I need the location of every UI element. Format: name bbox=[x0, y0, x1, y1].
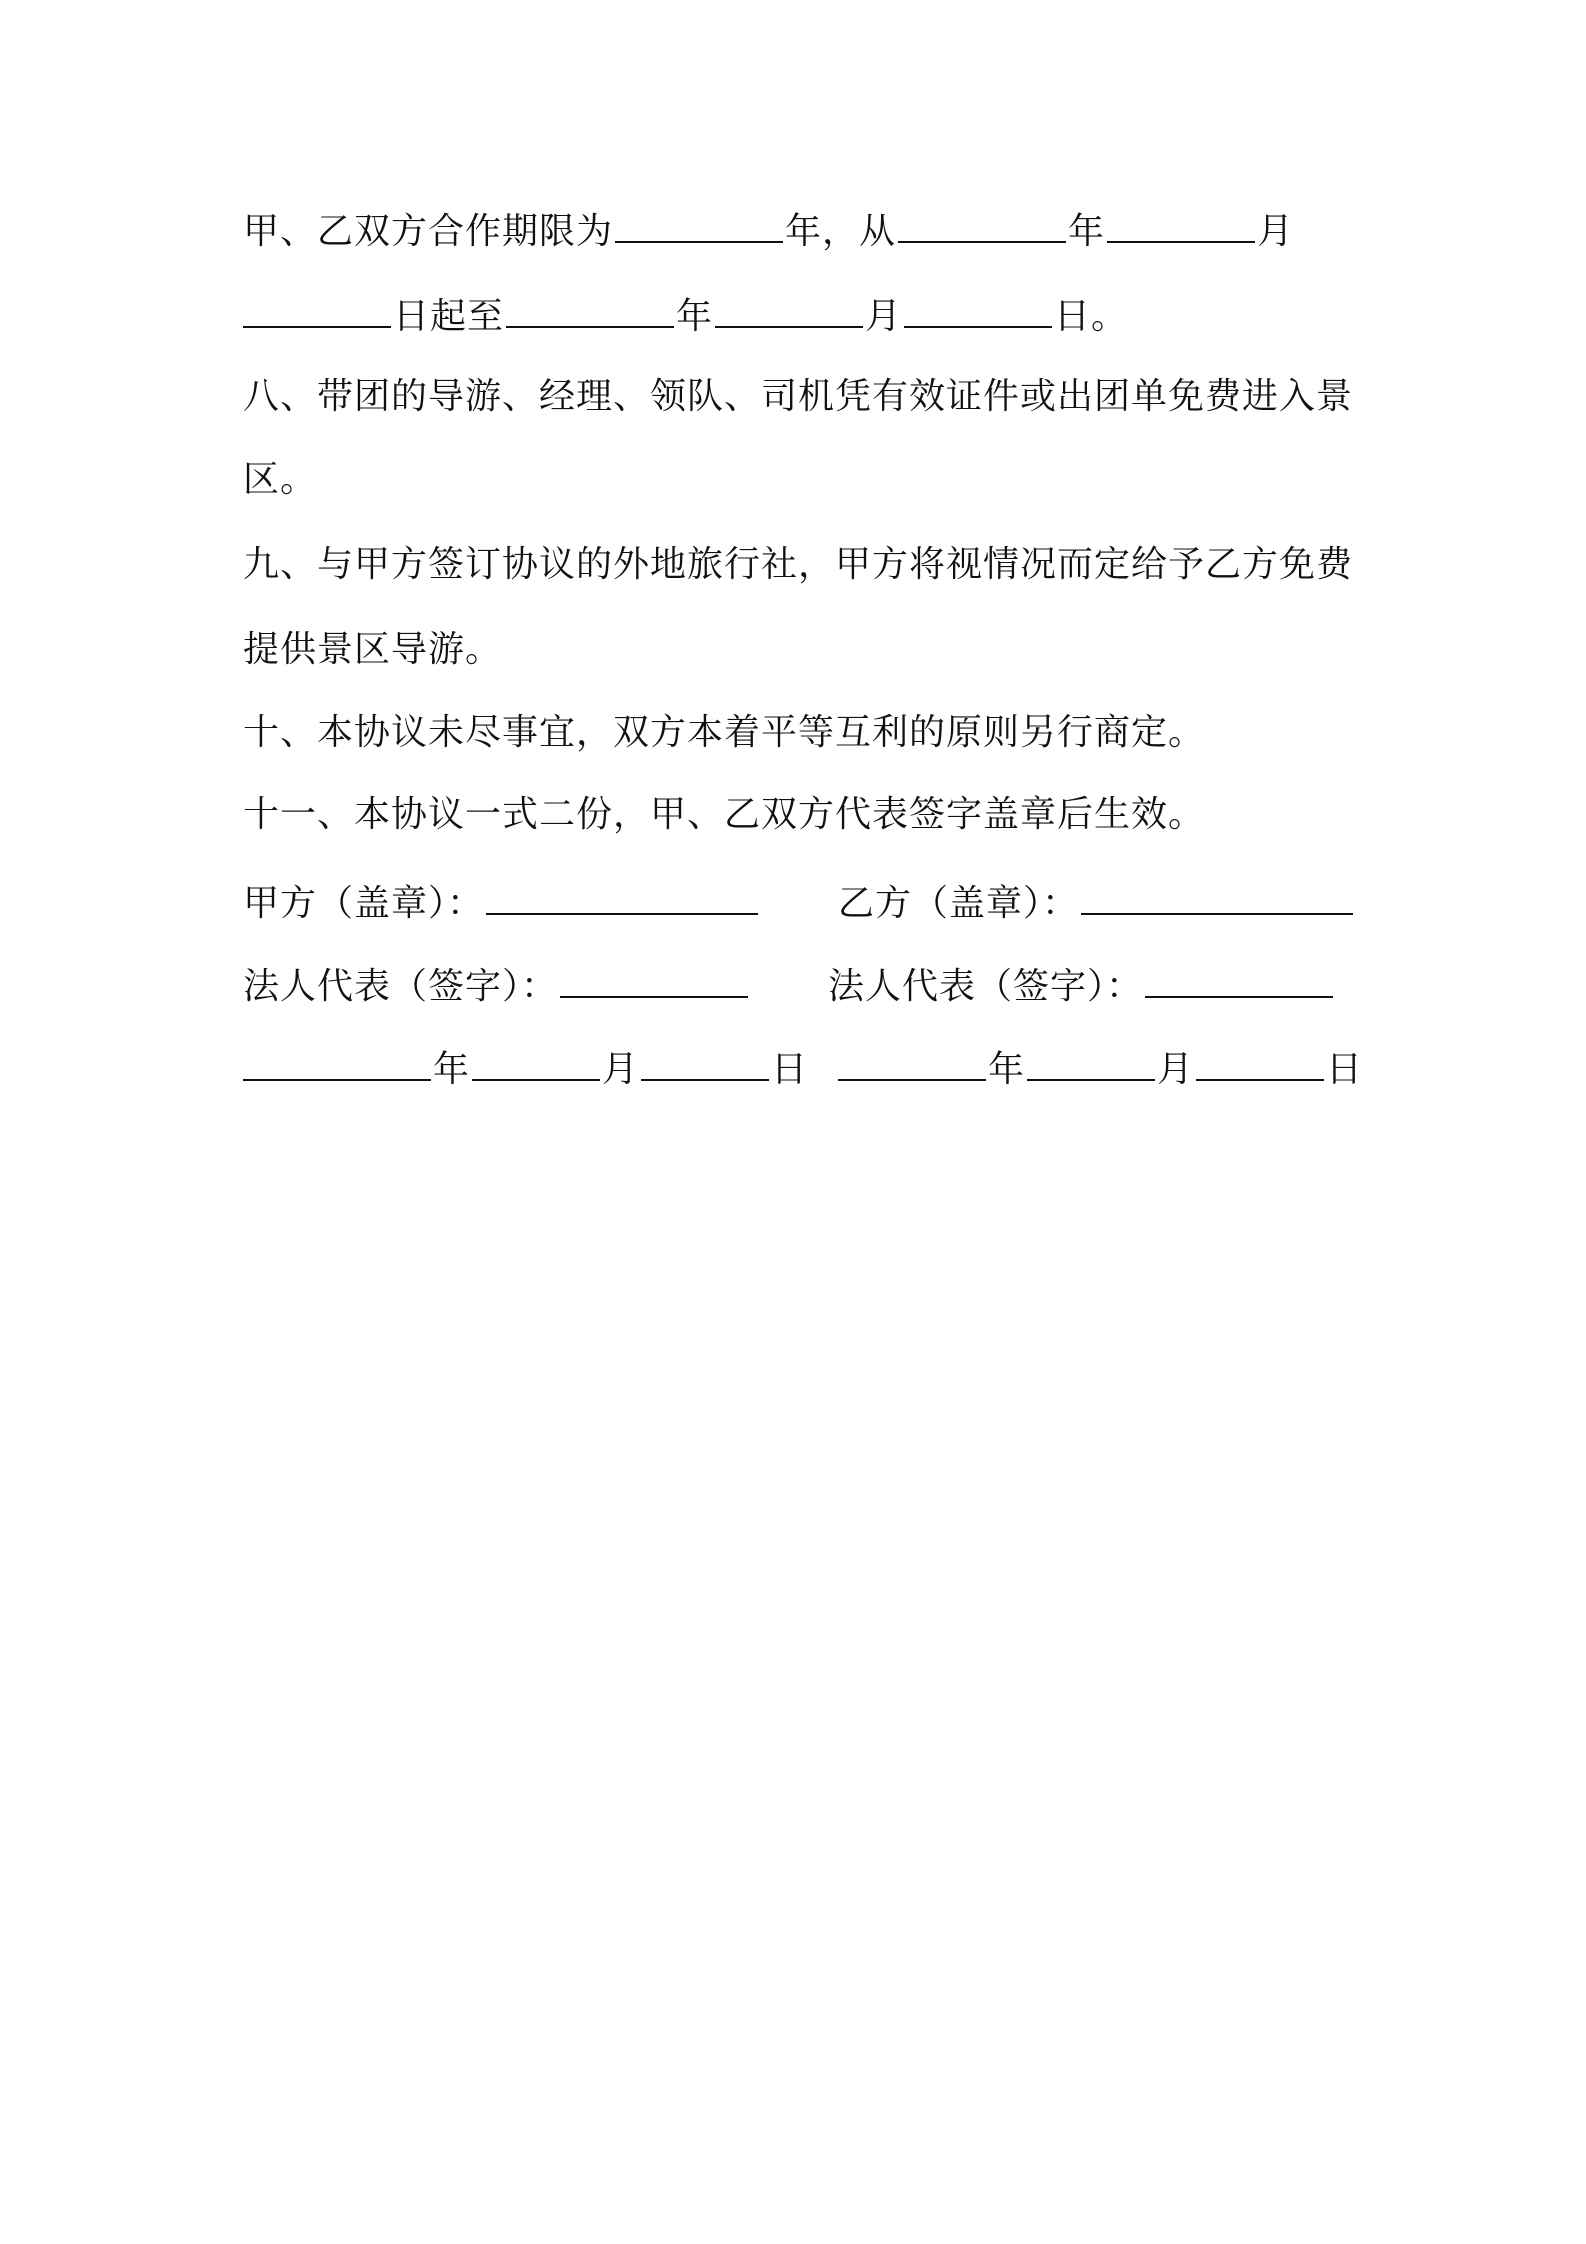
date-b-month-blank bbox=[1027, 1043, 1155, 1081]
date-b-month-label: 月 bbox=[1157, 1049, 1195, 1090]
party-b-seal-label: 乙方（盖章）： bbox=[838, 883, 1080, 924]
date-a-day-label: 日 bbox=[771, 1049, 809, 1090]
clause-11: 十一、本协议一式二份，甲、乙双方代表签字盖章后生效。 bbox=[243, 794, 1206, 835]
blank-to-year bbox=[506, 290, 674, 328]
rep-a-blank bbox=[560, 960, 748, 998]
date-a-month-label: 月 bbox=[602, 1049, 640, 1090]
blank-from-month bbox=[1107, 205, 1255, 243]
date-b-row bbox=[838, 1043, 1363, 1093]
period-year-to: 年 bbox=[676, 296, 714, 337]
clause-8-line-2: 区。 bbox=[243, 459, 318, 500]
rep-b-blank bbox=[1145, 960, 1333, 998]
blank-from-year bbox=[898, 205, 1066, 243]
blank-to-month bbox=[715, 290, 863, 328]
period-line-2 bbox=[243, 290, 1128, 340]
blank-years bbox=[615, 205, 783, 243]
date-b-year-blank bbox=[838, 1043, 986, 1081]
party-a-seal-label: 甲方（盖章）： bbox=[243, 883, 485, 924]
blank-to-day bbox=[904, 290, 1052, 328]
rep-a-row bbox=[243, 960, 750, 1010]
date-a-row bbox=[243, 1043, 808, 1093]
date-a-year-label: 年 bbox=[433, 1049, 471, 1090]
date-a-month-blank bbox=[472, 1043, 600, 1081]
period-month-label: 月 bbox=[1257, 211, 1295, 252]
clause-9-line-1: 九、与甲方签订协议的外地旅行社，甲方将视情况而定给予乙方免费 bbox=[243, 544, 1354, 585]
rep-b-row bbox=[828, 960, 1335, 1010]
date-a-day-blank bbox=[641, 1043, 769, 1081]
period-line-1 bbox=[243, 205, 1294, 255]
party-a-seal-blank bbox=[486, 877, 758, 915]
blank-from-day bbox=[243, 290, 391, 328]
period-year-from: 年，从 bbox=[785, 211, 897, 252]
period-day-from: 日起至 bbox=[393, 296, 505, 337]
date-b-day-label: 日 bbox=[1326, 1049, 1364, 1090]
party-b-seal-blank bbox=[1081, 877, 1353, 915]
period-day-end: 日。 bbox=[1054, 296, 1129, 337]
period-label: 甲、乙双方合作期限为 bbox=[243, 211, 614, 252]
rep-a-label: 法人代表（签字）： bbox=[243, 966, 559, 1007]
clause-8-line-1: 八、带团的导游、经理、领队、司机凭有效证件或出团单免费进入景 bbox=[243, 376, 1354, 417]
date-b-day-blank bbox=[1196, 1043, 1324, 1081]
date-b-year-label: 年 bbox=[988, 1049, 1026, 1090]
party-a-seal-row bbox=[243, 877, 760, 927]
party-b-seal-row bbox=[838, 877, 1355, 927]
rep-b-label: 法人代表（签字）： bbox=[828, 966, 1144, 1007]
date-a-year-blank bbox=[243, 1043, 431, 1081]
clause-10: 十、本协议未尽事宜，双方本着平等互利的原则另行商定。 bbox=[243, 712, 1206, 753]
period-year-label: 年 bbox=[1068, 211, 1106, 252]
period-month-to: 月 bbox=[865, 296, 903, 337]
clause-9-line-2: 提供景区导游。 bbox=[243, 629, 503, 670]
